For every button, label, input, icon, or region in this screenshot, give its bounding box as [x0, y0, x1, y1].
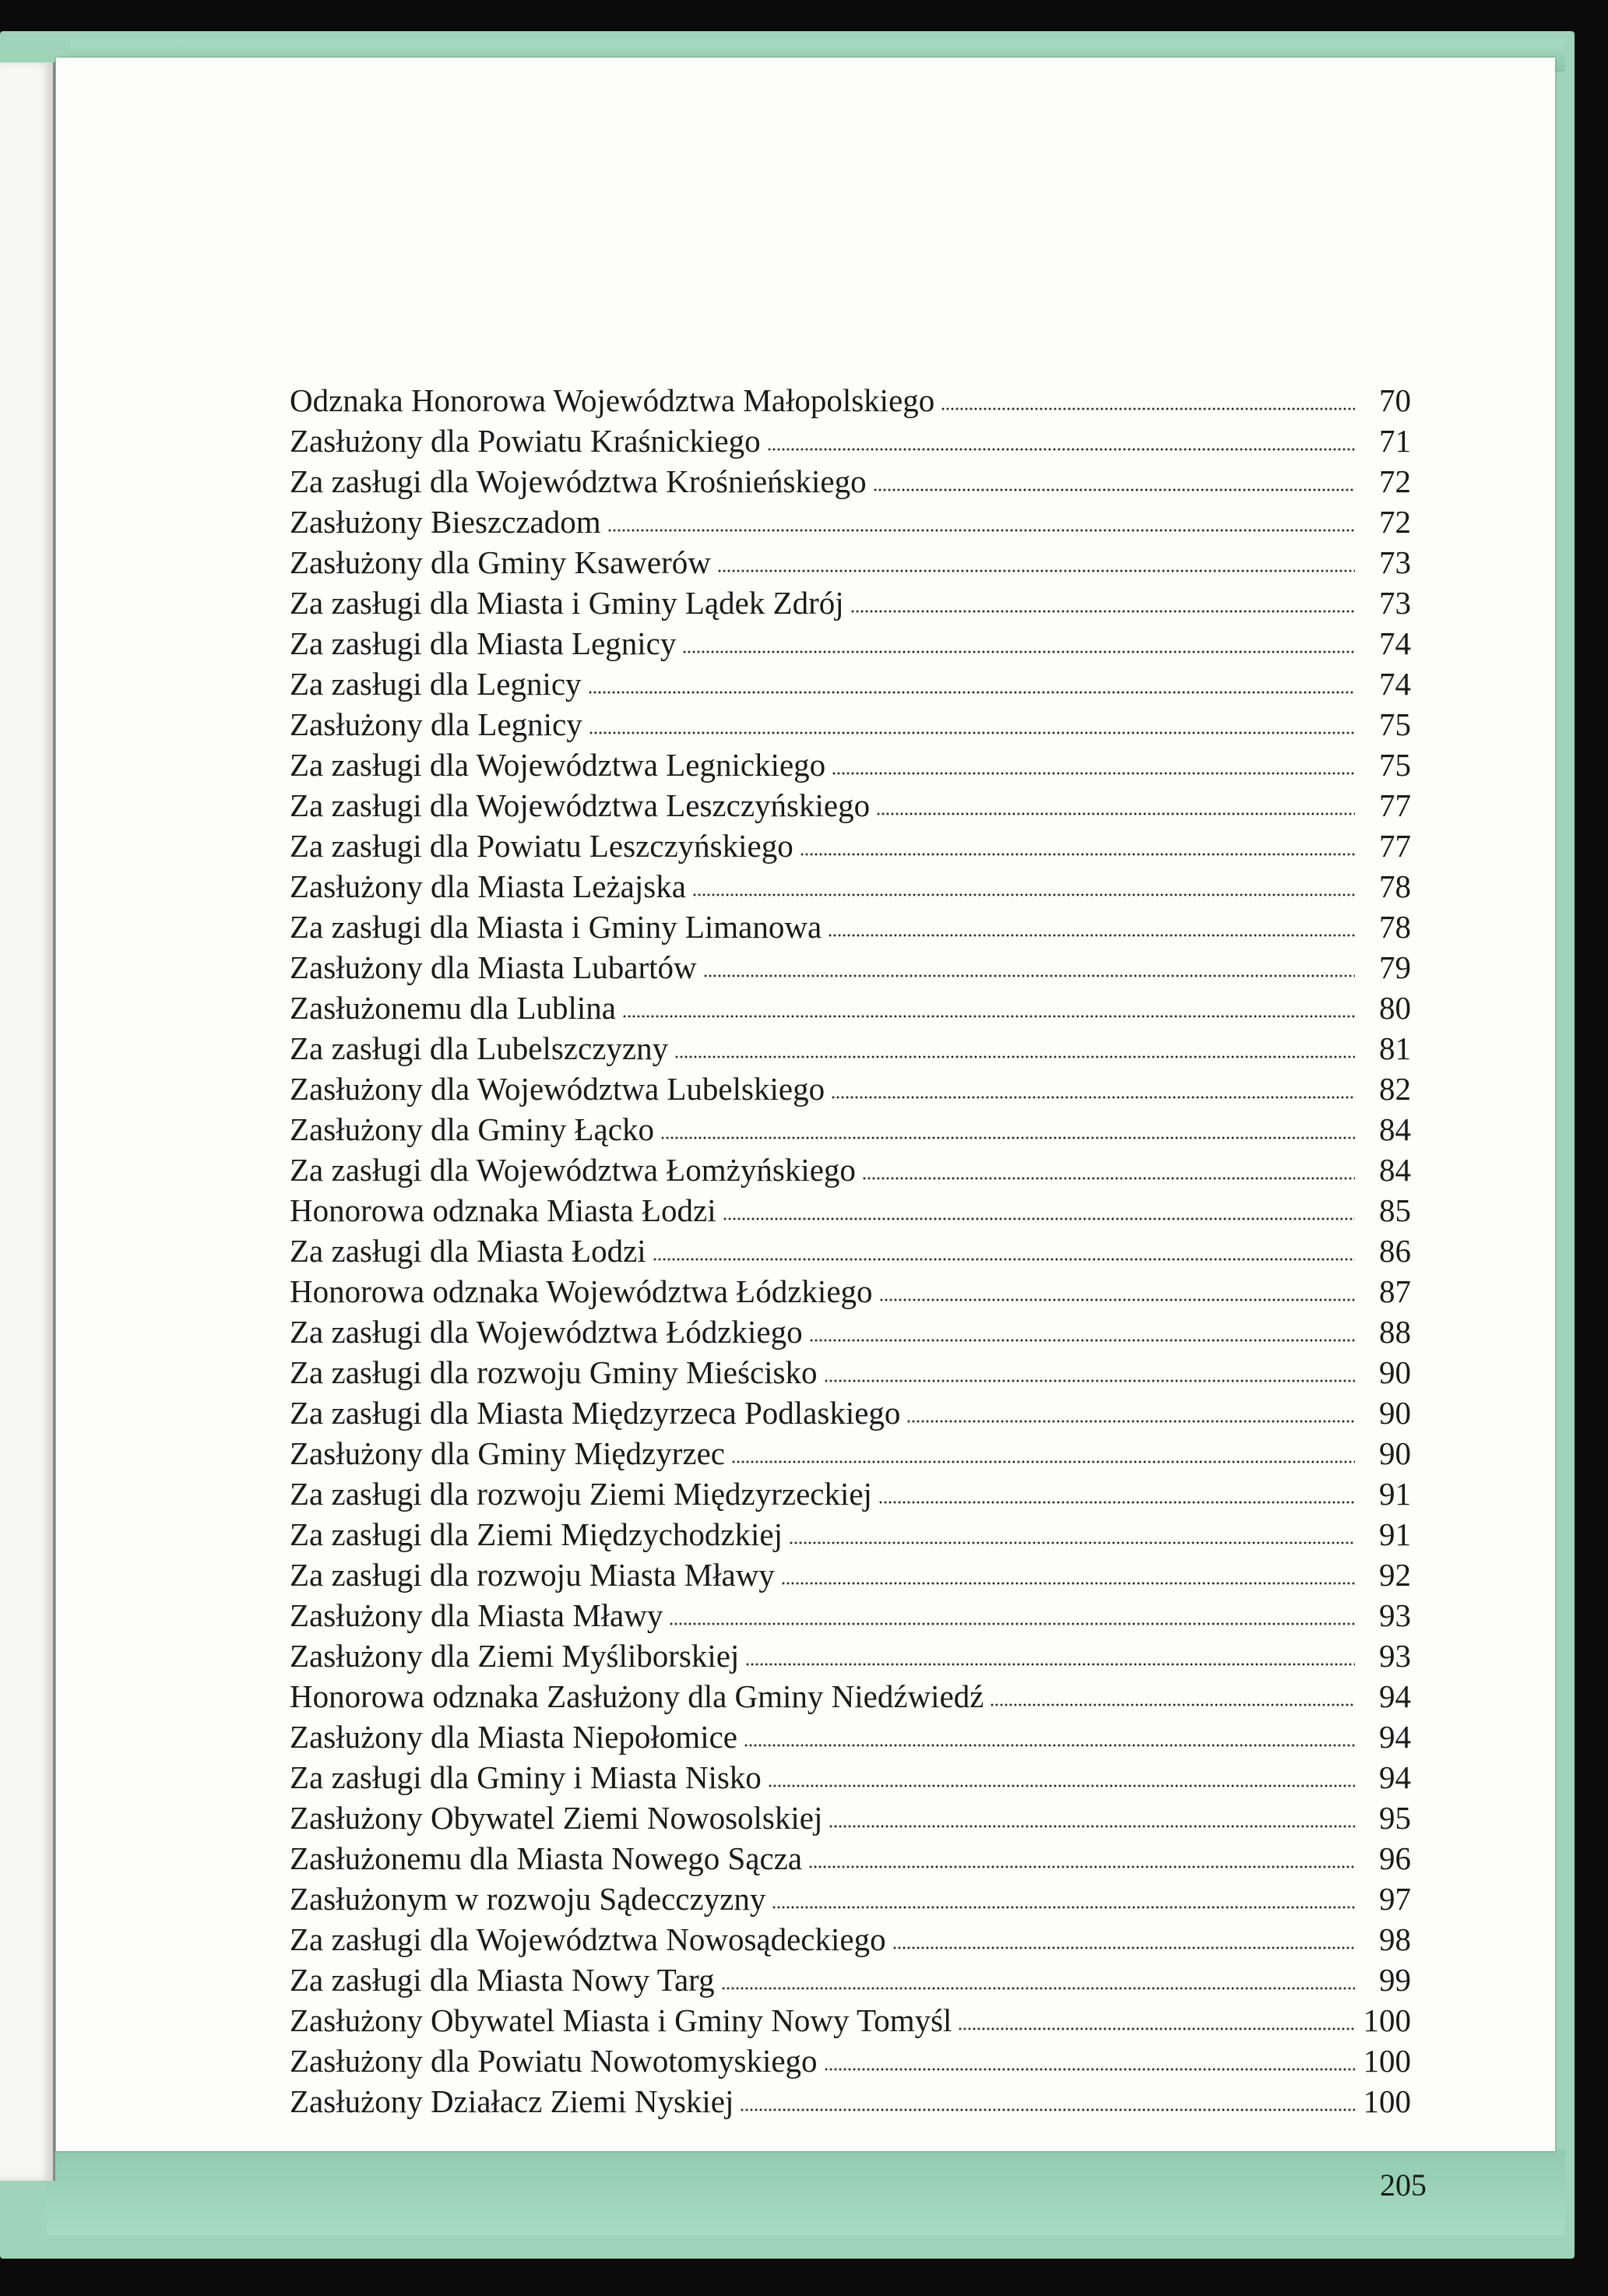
dot-leader [772, 1906, 1355, 1909]
toc-entry-title: Zasłużony Bieszczadom [290, 504, 601, 540]
dot-leader [831, 1096, 1355, 1099]
dot-leader [653, 1258, 1355, 1261]
toc-entry-title: Zasłużony dla Gminy Łącko [290, 1111, 654, 1147]
toc-entry [290, 1352, 1411, 1393]
toc-entry-page: 81 [1379, 1030, 1411, 1066]
dot-leader [768, 1784, 1355, 1787]
toc-entry [290, 1717, 1411, 1757]
toc-entry [290, 1393, 1411, 1433]
toc-entry [290, 704, 1411, 745]
toc-entry-page: 88 [1379, 1314, 1411, 1350]
dot-leader [824, 1379, 1355, 1382]
toc-entry [290, 542, 1411, 583]
toc-entry [290, 1879, 1411, 1919]
toc-entry [290, 502, 1411, 542]
toc-entry-title: Zasłużony dla Powiatu Kraśnickiego [290, 423, 761, 459]
dot-leader [682, 650, 1355, 653]
toc-entry-page: 72 [1379, 504, 1411, 540]
toc-entry [290, 1960, 1411, 2000]
toc-entry-page: 90 [1379, 1435, 1411, 1471]
toc-entry-title: Honorowa odznaka Miasta Łodzi [290, 1192, 716, 1228]
toc-entry-title: Zasłużony dla Ziemi Myśliborskiej [290, 1638, 740, 1674]
toc-entry-title: Za zasługi dla Ziemi Międzychodzkiej [290, 1516, 783, 1552]
toc-entry-title: Za zasługi dla Legnicy [290, 666, 582, 702]
toc-entry [290, 2000, 1411, 2041]
table-of-contents [290, 380, 1411, 2122]
toc-entry-page: 91 [1379, 1476, 1411, 1512]
toc-entry [290, 947, 1411, 988]
toc-entry [290, 866, 1411, 907]
toc-entry-title: Zasłużony Obywatel Ziemi Nowosolskiej [290, 1800, 823, 1836]
toc-entry [290, 1798, 1411, 1838]
toc-entry-page: 85 [1379, 1192, 1411, 1228]
toc-entry [290, 1474, 1411, 1514]
toc-entry [290, 745, 1411, 785]
dot-leader [622, 1015, 1355, 1018]
toc-entry-title: Za zasługi dla Lubelszczyzny [290, 1030, 669, 1066]
dot-leader [789, 1541, 1355, 1544]
toc-entry [290, 988, 1411, 1028]
toc-entry [290, 1514, 1411, 1555]
toc-entry-title: Zasłużony dla Gminy Międzyrzec [290, 1435, 726, 1471]
toc-entry [290, 1555, 1411, 1595]
toc-entry-page: 91 [1379, 1516, 1411, 1552]
toc-entry-title: Zasłużonym w rozwoju Sądecczyzny [290, 1881, 766, 1917]
toc-entry-title: Za zasługi dla rozwoju Ziemi Międzyrzeckiej [290, 1476, 872, 1512]
toc-entry-title: Za zasługi dla Miasta Międzyrzeca Podlaskiego [290, 1395, 901, 1431]
dot-leader [744, 1744, 1355, 1747]
toc-entry-title: Zasłużony dla Gminy Ksawerów [290, 544, 711, 580]
dot-leader [588, 691, 1355, 694]
dot-leader [740, 2108, 1355, 2111]
toc-entry-page: 95 [1379, 1800, 1411, 1836]
toc-entry-title: Zasłużony dla Miasta Lubartów [290, 949, 697, 985]
dot-leader [669, 1622, 1355, 1625]
toc-entry-page: 73 [1379, 544, 1411, 580]
dot-leader [589, 731, 1355, 734]
toc-entry-page: 82 [1379, 1071, 1411, 1107]
toc-entry-title: Zasłużony dla Legnicy [290, 706, 582, 742]
toc-entry-title: Zasłużony Obywatel Miasta i Gminy Nowy Tomyśl [290, 2002, 952, 2038]
toc-entry [290, 623, 1411, 664]
dot-leader [607, 529, 1355, 532]
dot-leader [958, 2027, 1355, 2030]
toc-entry-title: Za zasługi dla Miasta Legnicy [290, 625, 677, 661]
toc-entry-page: 84 [1379, 1111, 1411, 1147]
dot-leader [800, 853, 1355, 856]
toc-entry-page: 74 [1379, 666, 1411, 702]
toc-entry-page: 92 [1379, 1557, 1411, 1593]
toc-entry [290, 421, 1411, 461]
toc-entry-title: Za zasługi dla rozwoju Gminy Mieścisko [290, 1354, 818, 1390]
dot-leader [892, 1946, 1355, 1949]
toc-entry-page: 79 [1379, 949, 1411, 985]
toc-entry [290, 1271, 1411, 1312]
dot-leader [808, 1865, 1355, 1868]
page-number: 205 [1380, 2167, 1427, 2203]
toc-entry-title: Za zasługi dla Miasta i Gminy Limanowa [290, 909, 822, 945]
dot-leader [809, 1339, 1355, 1342]
toc-entry-page: 74 [1379, 625, 1411, 661]
dot-leader [767, 448, 1355, 451]
toc-entry [290, 583, 1411, 623]
toc-entry-page: 75 [1379, 706, 1411, 742]
toc-entry [290, 1636, 1411, 1676]
toc-entry-page: 97 [1379, 1881, 1411, 1917]
dot-leader [879, 1298, 1355, 1301]
toc-entry-page: 93 [1379, 1597, 1411, 1633]
toc-entry-title: Za zasługi dla Województwa Nowosądeckiego [290, 1921, 886, 1957]
toc-entry [290, 826, 1411, 866]
toc-entry [290, 1919, 1411, 1960]
toc-entry-title: Odznaka Honorowa Województwa Małopolskiego [290, 382, 935, 418]
toc-entry-page: 93 [1379, 1638, 1411, 1674]
dot-leader [731, 1460, 1355, 1463]
toc-entry-page: 77 [1379, 828, 1411, 864]
toc-entry-page: 73 [1379, 585, 1411, 621]
toc-entry-title: Za zasługi dla Miasta Łodzi [290, 1233, 646, 1269]
dot-leader [832, 772, 1355, 775]
dot-leader [829, 1825, 1355, 1828]
toc-entry-page: 77 [1379, 787, 1411, 823]
toc-entry [290, 785, 1411, 826]
toc-entry-title: Za zasługi dla Powiatu Leszczyńskiego [290, 828, 793, 864]
dot-leader [941, 407, 1355, 410]
toc-entry-page: 94 [1379, 1719, 1411, 1755]
toc-entry-page: 80 [1379, 990, 1411, 1026]
toc-entry-title: Zasłużony dla Miasta Mławy [290, 1597, 663, 1633]
dot-leader [878, 1501, 1355, 1504]
dot-leader [692, 893, 1355, 896]
dot-leader [824, 2068, 1355, 2071]
toc-entry-page: 75 [1379, 747, 1411, 783]
toc-entry [290, 1028, 1411, 1069]
toc-entry-title: Zasłużony dla Miasta Niepołomice [290, 1719, 737, 1755]
toc-entry-title: Za zasługi dla Gminy i Miasta Nisko [290, 1759, 762, 1795]
toc-entry-page: 78 [1379, 868, 1411, 904]
toc-entry-title: Za zasługi dla rozwoju Miasta Mławy [290, 1557, 775, 1593]
toc-entry-title: Za zasługi dla Województwa Legnickiego [290, 747, 826, 783]
dot-leader [745, 1663, 1355, 1666]
toc-entry-page: 70 [1379, 382, 1411, 418]
toc-entry-page: 86 [1379, 1233, 1411, 1269]
toc-entry [290, 2081, 1411, 2122]
toc-entry-title: Zasłużonemu dla Miasta Nowego Sącza [290, 1840, 803, 1876]
toc-entry-title: Za zasługi dla Województwa Krośnieńskiego [290, 463, 867, 499]
toc-entry-page: 78 [1379, 909, 1411, 945]
toc-entry [290, 1757, 1411, 1798]
toc-entry [290, 1069, 1411, 1109]
toc-entry-page: 99 [1379, 1962, 1411, 1998]
toc-entry [290, 1231, 1411, 1271]
dot-leader [781, 1582, 1355, 1585]
toc-entry-title: Za zasługi dla Miasta Nowy Targ [290, 1962, 715, 1998]
dot-leader [717, 569, 1355, 572]
toc-entry-page: 90 [1379, 1395, 1411, 1431]
toc-entry-page: 84 [1379, 1152, 1411, 1188]
toc-entry [290, 1433, 1411, 1474]
toc-entry [290, 664, 1411, 704]
dot-leader [873, 488, 1355, 491]
toc-entry-title: Zasłużonemu dla Lublina [290, 990, 616, 1026]
toc-entry-title: Honorowa odznaka Województwa Łódzkiego [290, 1273, 873, 1309]
toc-entry-page: 98 [1379, 1921, 1411, 1957]
toc-entry-title: Za zasługi dla Województwa Leszczyńskiego [290, 787, 871, 823]
toc-entry [290, 380, 1411, 421]
toc-entry-page: 72 [1379, 463, 1411, 499]
toc-entry-page: 90 [1379, 1354, 1411, 1390]
toc-entry-title: Zasłużony Działacz Ziemi Nyskiej [290, 2083, 734, 2119]
toc-entry-page: 100 [1363, 2002, 1411, 2038]
toc-entry [290, 1312, 1411, 1352]
toc-entry [290, 2041, 1411, 2081]
toc-entry-page: 100 [1363, 2043, 1411, 2079]
toc-entry-page: 87 [1379, 1273, 1411, 1309]
book-page [56, 58, 1555, 2203]
toc-entry-title: Za zasługi dla Województwa Łomżyńskiego [290, 1152, 856, 1188]
toc-entry-title: Za zasługi dla Województwa Łódzkiego [290, 1314, 803, 1350]
toc-entry [290, 1676, 1411, 1717]
toc-entry-title: Zasłużony dla Miasta Leżajska [290, 868, 686, 904]
toc-entry [290, 1595, 1411, 1636]
dot-leader [876, 812, 1355, 815]
dot-leader [828, 934, 1355, 937]
dot-leader [723, 1217, 1355, 1220]
dot-leader [674, 1055, 1355, 1058]
dot-leader [721, 1987, 1355, 1990]
dot-leader [862, 1177, 1355, 1180]
cover-edge-bottom [47, 2150, 1565, 2235]
toc-entry-title: Za zasługi dla Miasta i Gminy Lądek Zdrój [290, 585, 844, 621]
toc-entry [290, 1150, 1411, 1190]
toc-entry-page: 100 [1363, 2083, 1411, 2119]
toc-entry-page: 94 [1379, 1759, 1411, 1795]
dot-leader [850, 610, 1355, 613]
toc-entry-title: Zasłużony dla Województwa Lubelskiego [290, 1071, 825, 1107]
toc-entry-title: Honorowa odznaka Zasłużony dla Gminy Niedźwiedź [290, 1678, 984, 1714]
toc-entry [290, 1838, 1411, 1879]
dot-leader [660, 1136, 1355, 1139]
dot-leader [990, 1703, 1355, 1706]
toc-entry-page: 94 [1379, 1678, 1411, 1714]
toc-entry-page: 71 [1379, 423, 1411, 459]
toc-entry-page: 96 [1379, 1840, 1411, 1876]
facing-page-edge [0, 62, 55, 2181]
toc-entry [290, 1190, 1411, 1231]
dot-leader [703, 974, 1355, 977]
toc-entry [290, 1109, 1411, 1150]
toc-entry [290, 907, 1411, 947]
dot-leader [906, 1420, 1355, 1423]
toc-entry-title: Zasłużony dla Powiatu Nowotomyskiego [290, 2043, 818, 2079]
toc-entry [290, 461, 1411, 502]
